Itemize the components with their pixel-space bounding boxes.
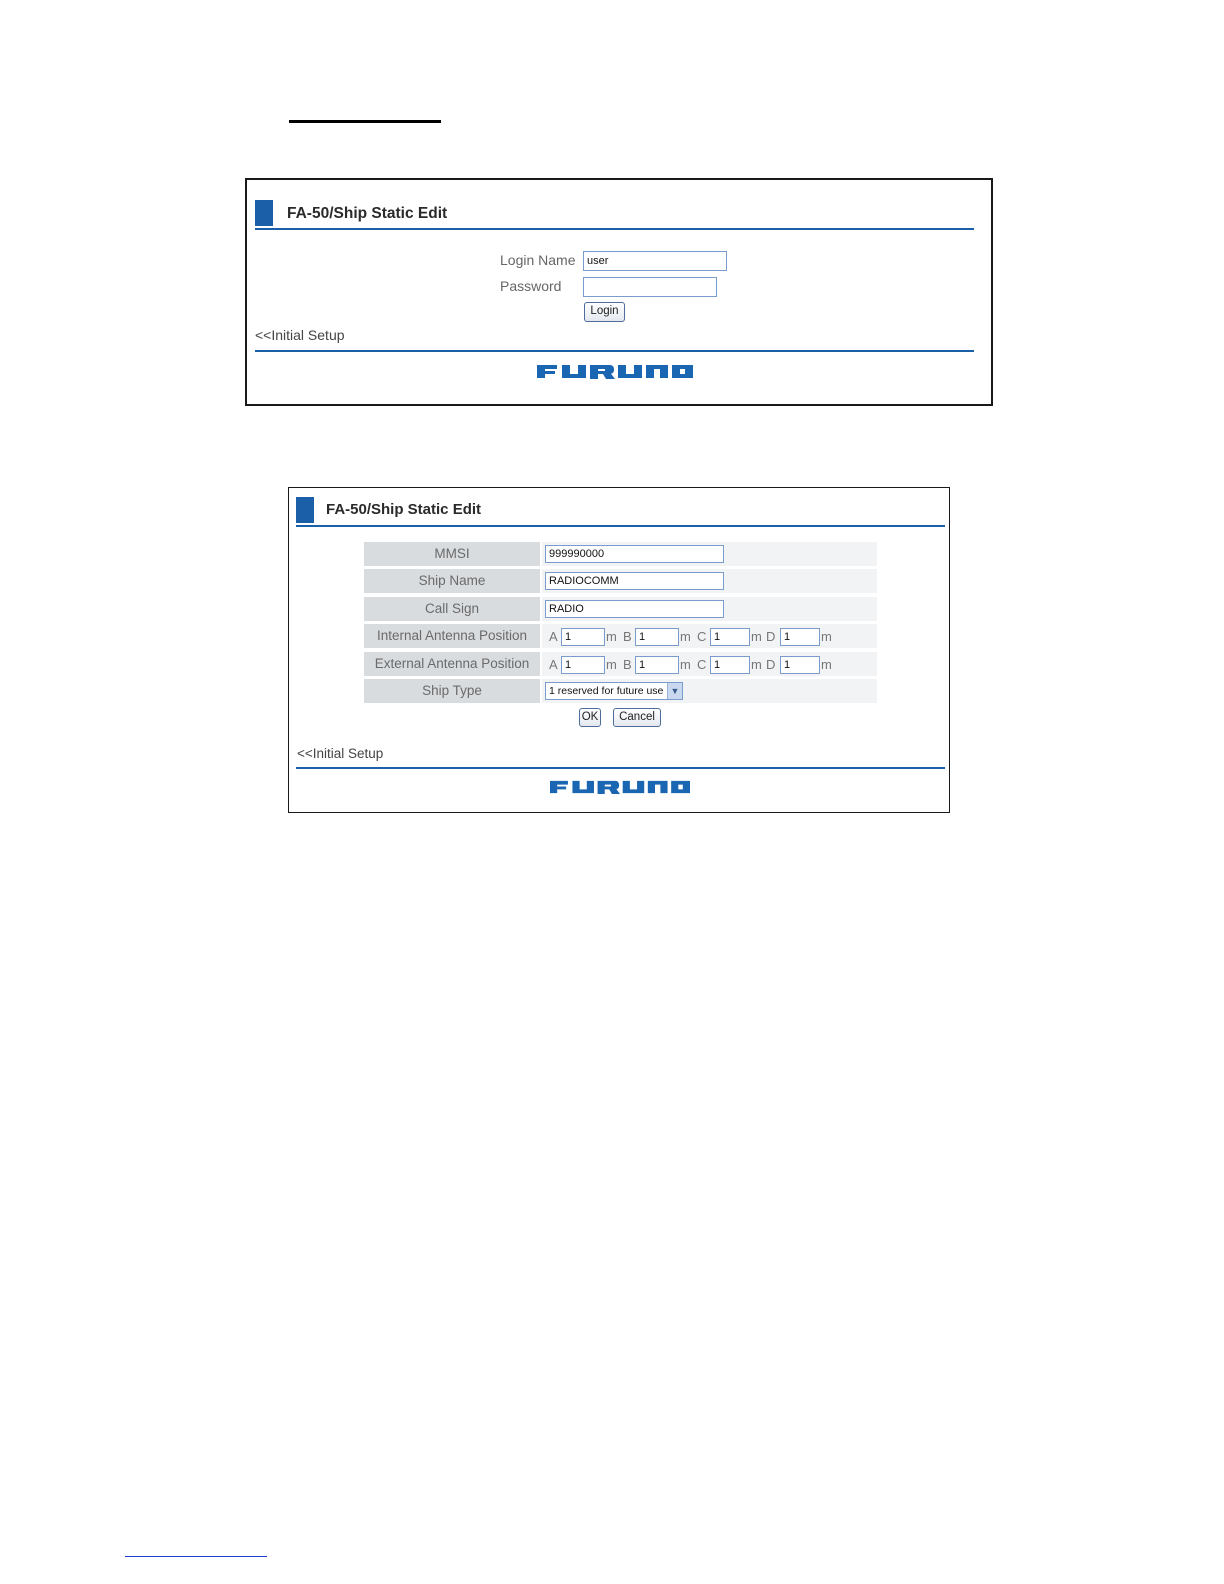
login-name-label: Login Name (500, 252, 576, 268)
title-accent-block (255, 200, 273, 226)
password-input[interactable] (583, 277, 717, 297)
cancel-button[interactable]: Cancel (613, 708, 661, 727)
call-sign-input[interactable] (545, 600, 724, 618)
title-accent-block (296, 497, 314, 523)
page-title: FA-50/Ship Static Edit (287, 205, 448, 222)
title-bar (255, 200, 974, 230)
internal-c-unit: m (751, 629, 762, 644)
chevron-down-icon[interactable]: ▼ (667, 683, 682, 699)
internal-a-input[interactable] (561, 628, 605, 646)
mmsi-input[interactable] (545, 545, 724, 563)
external-a-unit: m (606, 657, 617, 672)
ok-button[interactable]: OK (579, 708, 601, 727)
ship-type-select[interactable] (545, 682, 683, 700)
external-antenna-label: External Antenna Position (364, 652, 540, 676)
initial-setup-link[interactable]: <<Initial Setup (255, 327, 345, 343)
call-sign-label: Call Sign (364, 597, 540, 621)
internal-d-unit: m (821, 629, 832, 644)
divider (296, 767, 945, 769)
ship-type-selected-value: 1 reserved for future use (549, 685, 664, 697)
internal-c-letter: C (697, 629, 707, 644)
external-a-input[interactable] (561, 656, 605, 674)
internal-a-unit: m (606, 629, 617, 644)
login-button[interactable]: Login (584, 302, 625, 322)
external-c-unit: m (751, 657, 762, 672)
internal-b-input[interactable] (635, 628, 679, 646)
mmsi-label: MMSI (364, 542, 540, 566)
external-b-input[interactable] (635, 656, 679, 674)
login-window (245, 178, 993, 406)
external-d-input[interactable] (780, 656, 820, 674)
external-a-letter: A (549, 657, 558, 672)
initial-setup-link[interactable]: <<Initial Setup (297, 746, 384, 761)
page-title: FA-50/Ship Static Edit (326, 501, 482, 518)
internal-b-letter: B (623, 629, 632, 644)
internal-antenna-label: Internal Antenna Position (364, 624, 540, 648)
external-b-unit: m (680, 657, 691, 672)
login-name-input[interactable] (583, 251, 727, 271)
furuno-logo (537, 364, 693, 379)
divider (255, 350, 974, 352)
external-d-letter: D (766, 657, 776, 672)
header-underline (289, 120, 441, 123)
ship-name-input[interactable] (545, 572, 724, 590)
external-b-letter: B (623, 657, 632, 672)
internal-d-input[interactable] (780, 628, 820, 646)
internal-a-letter: A (549, 629, 558, 644)
footer-link-underline (125, 1556, 267, 1557)
furuno-logo (550, 780, 690, 794)
internal-c-input[interactable] (710, 628, 750, 646)
ship-static-edit-window (288, 487, 950, 813)
title-bar (296, 497, 945, 527)
external-d-unit: m (821, 657, 832, 672)
internal-b-unit: m (680, 629, 691, 644)
ship-name-label: Ship Name (364, 569, 540, 593)
password-label: Password (500, 278, 562, 294)
internal-d-letter: D (766, 629, 776, 644)
external-c-letter: C (697, 657, 707, 672)
external-c-input[interactable] (710, 656, 750, 674)
ship-type-label: Ship Type (364, 679, 540, 703)
